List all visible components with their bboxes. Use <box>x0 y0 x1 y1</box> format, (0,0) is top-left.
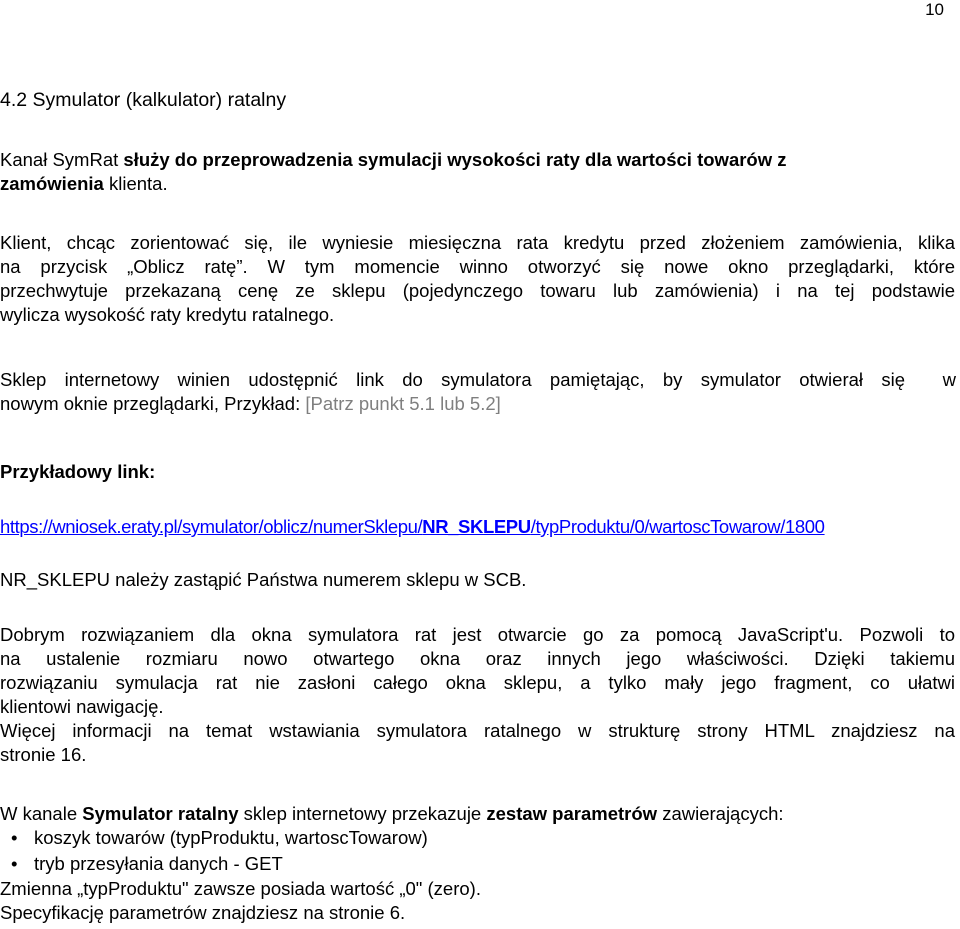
paragraph-line: Klient, chcąc zorientować się, ile wyniesie miesięczna rata kredytu przed złożeniem zamówienia, klika <box>0 232 955 253</box>
link-part-bold[interactable]: NR_SKLEPU <box>422 516 531 537</box>
text: sklep internetowy przekazuje <box>238 803 487 824</box>
link-part[interactable]: https://wniosek.eraty.pl/symulator/oblicz/numerSklepu/ <box>0 516 423 537</box>
paragraph-line: Zmienna „typProduktu" zawsze posiada wartość „0" (zero). <box>0 878 481 899</box>
paragraph-line <box>0 802 784 826</box>
bold-text: Symulator ratalny <box>82 803 239 824</box>
paragraph-line <box>0 148 787 172</box>
bullet-icon: • <box>11 853 18 874</box>
paragraph-line: Dobrym rozwiązaniem dla okna symulatora rat jest otwarcie go za pomocą JavaScript'u. Pozwoli to <box>0 624 955 645</box>
text: zawierających: <box>657 803 784 824</box>
text: Kanał SymRat <box>0 149 124 170</box>
example-link[interactable] <box>0 515 825 539</box>
bold-text: służy do przeprowadzenia symulacji wysokości raty dla wartości towarów z <box>123 149 787 170</box>
example-heading: Przykładowy link: <box>0 461 156 482</box>
text: W kanale <box>0 803 83 824</box>
reference-text: [Patrz punkt 5.1 lub 5.2] <box>305 393 501 414</box>
paragraph-line: wylicza wysokość raty kredytu ratalnego. <box>0 304 335 325</box>
paragraph-line: Specyfikację parametrów znajdziesz na stronie 6. <box>0 902 406 923</box>
paragraph-line: przechwytuje przekazaną cenę ze sklepu (pojedynczego towaru lub zamówienia) i na tej podstawie <box>0 280 955 301</box>
paragraph-line: rozwiązaniu symulacja rat nie zasłoni całego okna sklepu, a tylko mały jego fragment, co ułatwi <box>0 672 955 693</box>
paragraph-line: Sklep internetowy winien udostępnić link do symulatora pamiętając, by symulator otwierał się <box>0 369 905 390</box>
paragraph-line <box>0 392 501 416</box>
text: nowym oknie przeglądarki, Przykład: <box>0 393 306 414</box>
link-part[interactable]: /typProduktu/0/wartoscTowarow/1800 <box>530 516 825 537</box>
section-title: 4.2 Symulator (kalkulator) ratalny <box>0 89 287 111</box>
paragraph-line <box>0 172 168 196</box>
bullet-icon: • <box>11 827 18 848</box>
paragraph-line: na przycisk „Oblicz ratę”. W tym momencie winno otworzyć się nowe okno przeglądarki, które <box>0 256 955 277</box>
page-number: 10 <box>925 0 944 19</box>
paragraph-line: klientowi nawigację. <box>0 696 164 717</box>
bold-text: zestaw parametrów <box>486 803 658 824</box>
bold-text: zamówienia <box>0 173 104 194</box>
text: klienta. <box>103 173 168 194</box>
paragraph-line: stronie 16. <box>0 744 87 765</box>
list-item-text: koszyk towarów (typProduktu, wartoscTowarow) <box>34 827 428 848</box>
replace-note: NR_SKLEPU należy zastąpić Państwa numerem sklepu w SCB. <box>0 569 527 590</box>
paragraph-line: Więcej informacji na temat wstawiania symulatora ratalnego w strukturę strony HTML znajdziesz na <box>0 720 955 741</box>
list-item-text: tryb przesyłania danych - GET <box>34 853 283 874</box>
paragraph-line: na ustalenie rozmiaru nowo otwartego okna oraz innych jego właściwości. Dzięki takiemu <box>0 648 955 669</box>
paragraph-line-end: w <box>942 369 956 390</box>
